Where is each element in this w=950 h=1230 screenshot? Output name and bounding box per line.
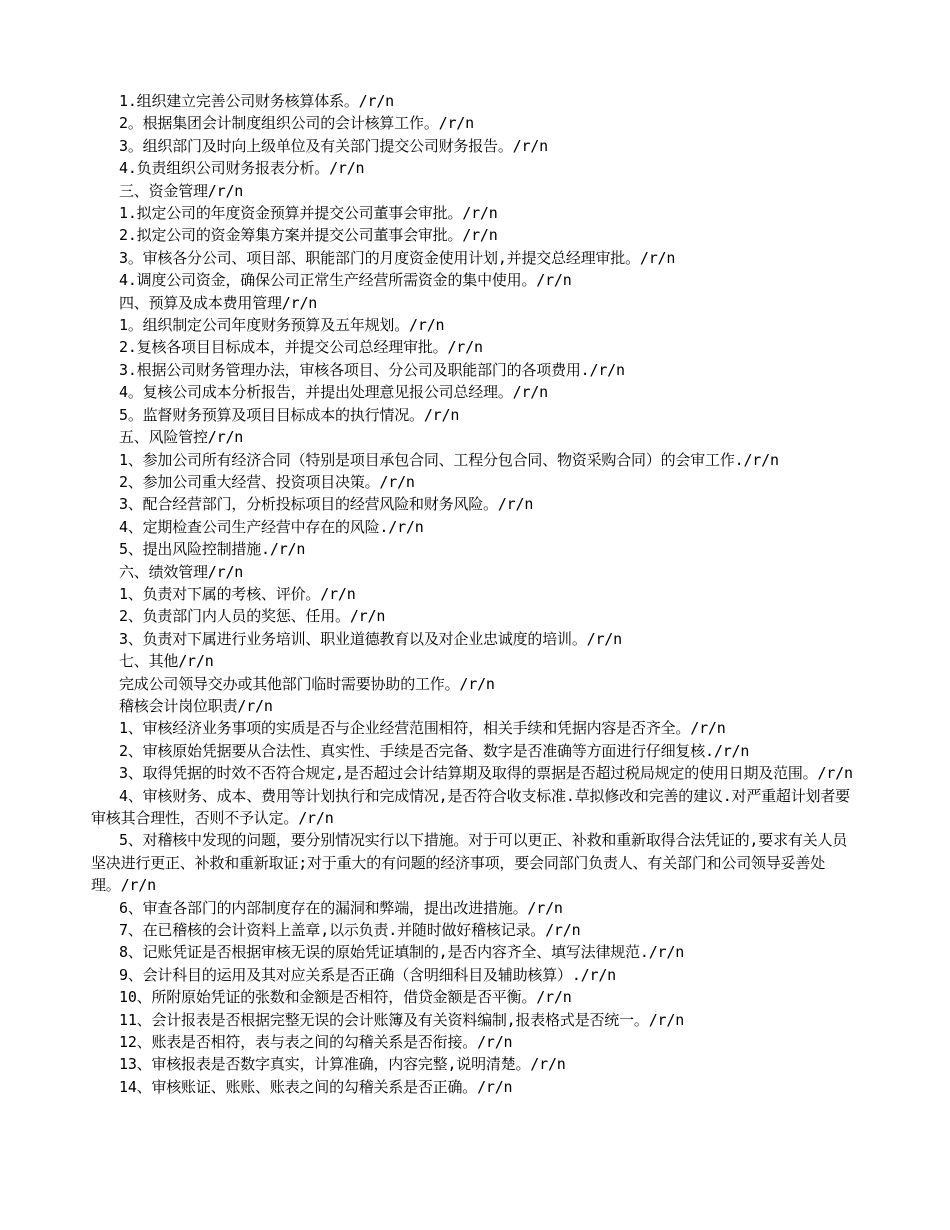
section-heading: 五、风险管控/r/n [119,428,244,447]
section-heading: 四、预算及成本费用管理/r/n [119,293,318,312]
text-line: 3、取得凭据的时效不否符合规定,是否超过会计结算期及取得的票据是否超过税局规定的使用日期及范围。/r/n [119,764,853,783]
text-line: 9、会计科目的运用及其对应关系是否正确（含明细科目及辅助核算）./r/n [119,965,616,984]
text-line: 1.组织建立完善公司财务核算体系。/r/n [119,92,394,110]
text-line: 3、配合经营部门，分析投标项目的经营风险和财务风险。/r/n [119,495,534,514]
text-line: 13、审核报表是否数字真实，计算准确，内容完整,说明清楚。/r/n [119,1055,566,1074]
text-line: 3、负责对下属进行业务培训、职业道德教育以及对企业忠诚度的培训。/r/n [119,629,622,648]
text-line: 11、会计报表是否根据完整无误的会计账簿及有关资料编制,报表格式是否统一。/r/n [119,1010,685,1029]
text-line: 8、记账凭证是否根据审核无误的原始凭证填制的,是否内容齐全、填写法律规范./r/n [119,943,685,962]
text-line: 7、在已稽核的会计资料上盖章,以示负责.并随时做好稽核记录。/r/n [119,921,581,940]
text-line: 1、负责对下属的考核、评价。/r/n [119,584,356,603]
section-heading: 三、资金管理/r/n [119,181,244,200]
text-line: 3.根据公司财务管理办法，审核各项目、分公司及职能部门的各项费用./r/n [119,360,625,379]
text-line: 10、所附原始凭证的张数和金额是否相符，借贷金额是否平衡。/r/n [119,988,572,1007]
text-line: 完成公司领导交办或其他部门临时需要协助的工作。/r/n [119,674,495,693]
section-heading: 七、其他/r/n [119,652,214,671]
text-line: 2、参加公司重大经营、投资项目决策。/r/n [119,472,415,491]
text-line: 12、账表是否相符，表与表之间的勾稽关系是否衔接。/r/n [119,1033,513,1052]
text-line: 2、负责部门内人员的奖惩、任用。/r/n [119,607,386,626]
text-line: 5、对稽核中发现的问题，要分别情况实行以下措施。对于可以更正、补救和重新取得合法凭证的,要求有关人员坚决进行更正、补救和重新取证;对于重大的有问题的经济事项，要会同部门负责人、有关部门和公司领导妥善处理。/r/n [91,831,848,895]
text-line: 4。复核公司成本分析报告，并提出处理意见报公司总经理。/r/n [119,383,548,402]
section-heading: 六、绩效管理/r/n [119,562,244,581]
text-line: 5、提出风险控制措施./r/n [119,540,306,559]
text-line: 4.调度公司资金，确保公司正常生产经营所需资金的集中使用。/r/n [119,271,572,290]
document-body [91,90,861,1098]
text-line: 3。组织部门及时向上级单位及有关部门提交公司财务报告。/r/n [119,136,548,155]
text-line: 6、审查各部门的内部制度存在的漏洞和弊端，提出改进措施。/r/n [119,898,563,917]
text-line: 4、审核财务、成本、费用等计划执行和完成情况,是否符合收支标准.草拟修改和完善的建议.对严重超计划者要审核其合理性，否则不予认定。/r/n [91,786,850,827]
text-line: 2.拟定公司的资金筹集方案并提交公司董事会审批。/r/n [119,226,498,245]
text-line: 1、参加公司所有经济合同（特别是项目承包合同、工程分包合同、物资采购合同）的会审工作./r/n [119,450,779,469]
text-line: 2.复核各项目目标成本，并提交公司总经理审批。/r/n [119,338,483,357]
text-line: 5。监督财务预算及项目目标成本的执行情况。/r/n [119,405,460,424]
section-heading: 稽核会计岗位职责/r/n [119,696,273,715]
text-line: 2。根据集团会计制度组织公司的会计核算工作。/r/n [119,114,474,133]
text-line: 1.拟定公司的年度资金预算并提交公司董事会审批。/r/n [119,204,498,223]
text-line: 4、定期检查公司生产经营中存在的风险./r/n [119,517,424,536]
text-line: 4.负责组织公司财务报表分析。/r/n [119,159,365,178]
text-line: 3。审核各分公司、项目部、职能部门的月度资金使用计划,并提交总经理审批。/r/n [119,248,676,267]
text-line: 1。组织制定公司年度财务预算及五年规划。/r/n [119,316,445,335]
text-line: 2、审核原始凭据要从合法性、真实性、手续是否完备、数字是否准确等方面进行仔细复核./r/n [119,741,750,760]
text-line: 14、审核账证、账账、账表之间的勾稽关系是否正确。/r/n [119,1077,513,1096]
text-line: 1、审核经济业务事项的实质是否与企业经营范围相符，相关手续和凭据内容是否齐全。/r/n [119,719,726,738]
